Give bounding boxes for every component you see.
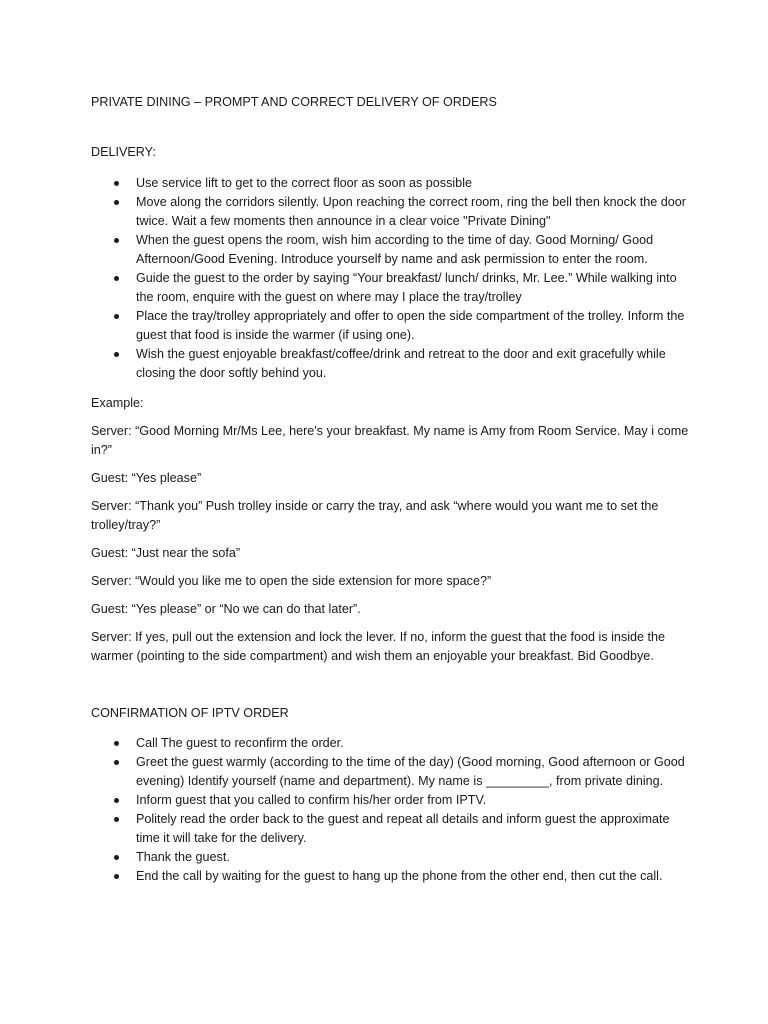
list-item-text: Call The guest to reconfirm the order. [136, 736, 344, 750]
bullet-icon [114, 817, 119, 822]
list-item [91, 867, 691, 886]
list-item-text: Politely read the order back to the guest and repeat all details and inform guest the approximate time it will take for the delivery. [136, 812, 670, 845]
delivery-heading: DELIVERY: [91, 145, 156, 159]
list-item-text: Guide the guest to the order by saying “Your breakfast/ lunch/ drinks, Mr. Lee.” While walking into the room, enquire with the guest on where may I place the tray/trolley [136, 271, 677, 304]
list-item [91, 734, 691, 753]
list-item [91, 307, 691, 345]
list-item [91, 753, 691, 791]
bullet-icon [114, 276, 119, 281]
list-item-text: Use service lift to get to the correct floor as soon as possible [136, 176, 472, 190]
dialogue-line: Server: “Thank you” Push trolley inside or carry the tray, and ask “where would you want me to set the trolley/tray?” [91, 499, 659, 532]
dialogue-line: Guest: “Yes please” [91, 471, 202, 485]
list-item-text: Greet the guest warmly (according to the time of the day) (Good morning, Good afternoon or Good evening) Identify yourself (name and department). My name is _________, from private dining. [136, 755, 685, 788]
list-item [91, 193, 691, 231]
bullet-icon [114, 200, 119, 205]
list-item-text: Inform guest that you called to confirm his/her order from IPTV. [136, 793, 487, 807]
dialogue-line: Guest: “Just near the sofa” [91, 546, 241, 560]
bullet-icon [114, 181, 119, 186]
document-title: PRIVATE DINING – PROMPT AND CORRECT DELIVERY OF ORDERS [91, 95, 497, 109]
bullet-icon [114, 352, 119, 357]
bullet-icon [114, 741, 119, 746]
dialogue-line: Server: “Would you like me to open the side extension for more space?” [91, 574, 492, 588]
dialogue-line: Server: “Good Morning Mr/Ms Lee, here's your breakfast. My name is Amy from Room Service. May i come in?” [91, 424, 689, 457]
bullet-icon [114, 798, 119, 803]
delivery-steps-list [91, 174, 691, 383]
list-item-text: Wish the guest enjoyable breakfast/coffee/drink and retreat to the door and exit gracefully while closing the door softly behind you. [136, 347, 666, 380]
list-item-text: Move along the corridors silently. Upon reaching the correct room, ring the bell then knock the door twice. Wait a few moments then announce in a clear voice "Private Dining" [136, 195, 686, 228]
dialogue-line: Guest: “Yes please” or “No we can do that later”. [91, 602, 361, 616]
list-item-text: Place the tray/trolley appropriately and offer to open the side compartment of the trolley. Inform the guest that food is inside the warmer (if using one). [136, 309, 685, 342]
bullet-icon [114, 238, 119, 243]
dialogue-line: Server: If yes, pull out the extension and lock the lever. If no, inform the guest that the food is inside the warmer (pointing to the side compartment) and wish them an enjoyable your breakfast. Bid Goodbye. [91, 630, 666, 663]
list-item-text: End the call by waiting for the guest to hang up the phone from the other end, then cut the call. [136, 869, 663, 883]
list-item [91, 848, 691, 867]
list-item [91, 269, 691, 307]
list-item [91, 231, 691, 269]
list-item [91, 791, 691, 810]
list-item [91, 810, 691, 848]
list-item-text: Thank the guest. [136, 850, 230, 864]
document-body [91, 93, 691, 886]
iptv-heading: CONFIRMATION OF IPTV ORDER [91, 706, 289, 720]
example-label: Example: [91, 396, 144, 410]
list-item-text: When the guest opens the room, wish him according to the time of day. Good Morning/ Good Afternoon/Good Evening. Introduce yourself by name and ask permission to enter the room. [136, 233, 654, 266]
bullet-icon [114, 874, 119, 879]
list-item [91, 345, 691, 383]
bullet-icon [114, 314, 119, 319]
iptv-steps-list [91, 734, 691, 886]
list-item [91, 174, 691, 193]
bullet-icon [114, 760, 119, 765]
bullet-icon [114, 855, 119, 860]
